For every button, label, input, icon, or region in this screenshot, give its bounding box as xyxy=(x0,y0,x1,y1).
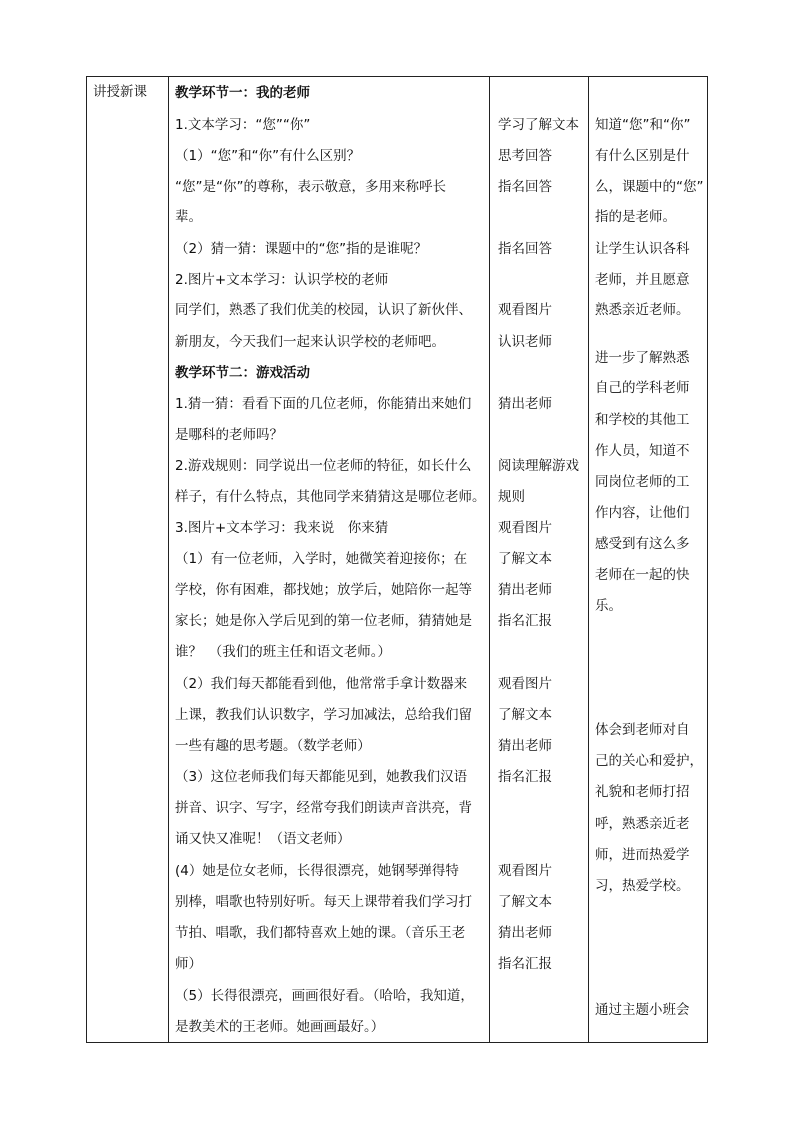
col4-line: 己的关心和爱护， xyxy=(595,753,703,769)
col2-line: （1）“您”和“你”有什么区别？ xyxy=(175,148,361,164)
col3-line: 学习了解文本 xyxy=(498,117,579,133)
col3-line: 规则 xyxy=(498,489,525,505)
col2-line: 样子，有什么特点，其他同学来猜猜这是哪位老师。 xyxy=(175,489,486,505)
col3-line: 了解文本 xyxy=(498,551,552,567)
col3-line: 猜出老师 xyxy=(498,396,552,412)
col2-line: （2）我们每天都能看到他，他常常手拿计数器来 xyxy=(175,676,468,692)
col4-line: 进一步了解熟悉 xyxy=(595,350,690,366)
col3-line: 猜出老师 xyxy=(498,925,552,941)
col3-line: 了解文本 xyxy=(498,707,552,723)
col2-line: （3）这位老师我们每天都能见到，她教我们汉语 xyxy=(175,769,468,785)
col4-line: 自己的学科老师 xyxy=(595,380,690,396)
col3-line: 了解文本 xyxy=(498,894,552,910)
col3-line: 猜出老师 xyxy=(498,738,552,754)
col4-line: 呼，熟悉亲近老 xyxy=(595,816,690,832)
col3-line: 指名汇报 xyxy=(498,956,552,972)
col2-line: 1.文本学习：“您”“你” xyxy=(175,117,311,133)
col2-line: 家长；她是你入学后见到的第一位老师，猜猜她是 xyxy=(175,613,472,629)
col3-line: 猜出老师 xyxy=(498,582,552,598)
col2-line: 新朋友，今天我们一起来认识学校的老师吧。 xyxy=(175,334,445,350)
col2-line: （5）长得很漂亮，画画很好看。（哈哈，我知道， xyxy=(175,988,474,1004)
col4-line: 礼貌和老师打招 xyxy=(595,784,690,800)
col2-line: 一些有趣的思考题。（数学老师） xyxy=(175,738,371,754)
col4-line: 熟悉亲近老师。 xyxy=(595,302,690,318)
col2-line: 诵又快又准呢！（语文老师） xyxy=(175,831,351,847)
col2-line: 辈。 xyxy=(175,209,202,225)
col4-line: 老师在一起的快 xyxy=(595,567,690,583)
stage-label: 讲授新课 xyxy=(93,84,147,100)
col2-line: 3.图片+文本学习：我来说 你来猜 xyxy=(175,520,389,536)
col3-line: 观看图片 xyxy=(498,676,552,692)
col2-line: 拼音、识字、写字，经常夸我们朗读声音洪亮，背 xyxy=(175,800,472,816)
col2-line: 学校，你有困难，都找她；放学后，她陪你一起等 xyxy=(175,582,472,598)
col3-line: 观看图片 xyxy=(498,520,552,536)
col3-line: 阅读理解游戏 xyxy=(498,458,579,474)
col3-line: 观看图片 xyxy=(498,863,552,879)
col2-line: 节拍、唱歌，我们都特喜欢上她的课。（音乐王老 xyxy=(175,925,466,941)
col3-line: 指名汇报 xyxy=(498,613,552,629)
col2-line: 谁？ （我们的班主任和语文老师。） xyxy=(175,644,391,660)
col3-line: 指名回答 xyxy=(498,179,552,195)
teaching-content-column xyxy=(169,77,489,1042)
design-intent-column xyxy=(589,77,708,1042)
col3-line: 指名汇报 xyxy=(498,769,552,785)
col4-line: 作人员，知道不 xyxy=(595,443,690,459)
lesson-plan-table xyxy=(86,76,708,1043)
col4-line: 同岗位老师的工 xyxy=(595,474,690,490)
stage-column xyxy=(87,77,168,1042)
col4-line: 体会到老师对自 xyxy=(595,722,690,738)
col4-line: 通过主题小班会 xyxy=(595,1002,690,1018)
col2-line: 教学环节二：游戏活动 xyxy=(175,365,310,381)
col2-line: 2.图片+文本学习：认识学校的老师 xyxy=(175,272,389,288)
col3-line: 指名回答 xyxy=(498,241,552,257)
col4-line: 师，进而热爱学 xyxy=(595,847,690,863)
col2-line: 2.游戏规则：同学说出一位老师的特征，如长什么 xyxy=(175,458,472,474)
col2-line: 师） xyxy=(175,956,202,972)
col4-line: 么，课题中的“您” xyxy=(595,179,704,195)
col4-line: 有什么区别是什 xyxy=(595,148,690,164)
col4-line: 知道“您”和“你” xyxy=(595,117,691,133)
col2-line: 同学们，熟悉了我们优美的校园，认识了新伙伴、 xyxy=(175,302,472,318)
col4-line: 感受到有这么多 xyxy=(595,536,690,552)
col2-line: （1）有一位老师，入学时，她微笑着迎接你；在 xyxy=(175,551,468,567)
col2-line: （2）猜一猜：课题中的“您”指的是谁呢？ xyxy=(175,241,428,257)
col4-line: 习，热爱学校。 xyxy=(595,878,690,894)
col2-line: 教学环节一：我的老师 xyxy=(175,85,310,101)
col2-line: 是教美术的王老师。她画画最好。） xyxy=(175,1019,385,1035)
col2-line: (4）她是位女老师，长得很漂亮，她钢琴弹得特 xyxy=(175,863,459,879)
col2-line: 是哪科的老师吗？ xyxy=(175,427,283,443)
col2-line: “您”是“你”的尊称，表示敬意，多用来称呼长 xyxy=(175,179,446,195)
student-activity-column xyxy=(490,77,588,1042)
col3-line: 思考回答 xyxy=(498,148,552,164)
col4-line: 指的是老师。 xyxy=(595,209,676,225)
col4-line: 老师，并且愿意 xyxy=(595,272,690,288)
col2-line: 上课，教我们认识数字，学习加减法，总给我们留 xyxy=(175,707,472,723)
col3-line: 认识老师 xyxy=(498,334,552,350)
col4-line: 和学校的其他工 xyxy=(595,412,690,428)
col2-line: 别棒，唱歌也特别好听。每天上课带着我们学习打 xyxy=(175,894,472,910)
col4-line: 让学生认识各科 xyxy=(595,241,690,257)
col4-line: 作内容，让他们 xyxy=(595,505,690,521)
col4-line: 乐。 xyxy=(595,598,622,614)
col2-line: 1.猜一猜：看看下面的几位老师，你能猜出来她们 xyxy=(175,396,472,412)
col3-line: 观看图片 xyxy=(498,302,552,318)
